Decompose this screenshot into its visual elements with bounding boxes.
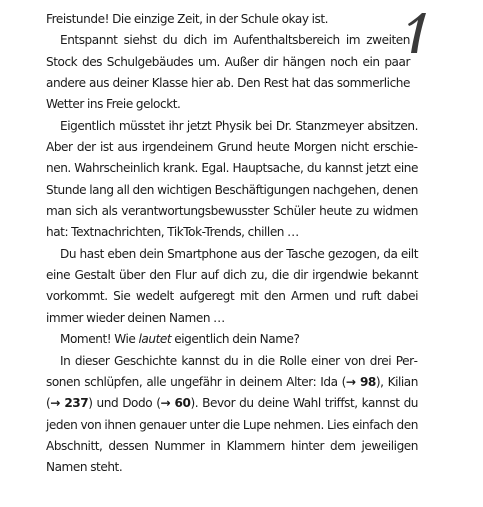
p6-text-1: In dieser Geschichte kannst du in die Rolle einer von drei Personen schlüpfen, alle ungefähr in deinem Alter: Ida ( — [46, 353, 418, 389]
paragraph-2: Entspannt siehst du dich im Aufenthaltsbereich im zweiten Stock des Schulgebäudes um. Außer dir hängen noch ein paar andere aus deiner Klasse hier ab. Den Rest hat das sommerliche Wetter ins Freie gelockt. — [46, 33, 410, 112]
ref-ida: → 98 — [345, 374, 376, 389]
p6-text-2: ), Kilian ( — [46, 374, 418, 411]
ref-kilian: → 237 — [50, 396, 89, 411]
paragraph-1: Freistunde! Die einzige Zeit, in der Schule okay ist. — [46, 12, 329, 26]
p6-text-3: ) und Dodo ( — [88, 396, 161, 411]
paragraph-5 — [46, 329, 418, 350]
p5-emphasis: lautet — [138, 332, 172, 347]
paragraph-6 — [46, 351, 418, 479]
p5-after: eigentlich dein Name? — [171, 332, 300, 347]
ref-dodo: → 60 — [160, 396, 191, 411]
p6-text-4: ). Bevor du deine Wahl triffst, kannst du jeden von ihnen genauer unter die Lupe nehmen. Lies einfach den Abschnitt, dessen Nummer in Klammern hinter dem jeweiligen Namen steht. — [46, 396, 419, 475]
paragraph-4: Du hast eben dein Smartphone aus der Tasche gezogen, da eilt eine Gestalt über den Flur auf dich zu, die dir irgendwie bekannt vorkommt. Sie wedelt aufgeregt mit den Armen und ruft dabei immer wieder deinen Namen … — [46, 246, 418, 325]
p5-before: Moment! Wie — [60, 332, 139, 347]
paragraph-3: Eigentlich müsstet ihr jetzt Physik bei Dr. Stanzmeyer absitzen. Aber der ist aus irgendeinem Grund heute Morgen nicht erschienen. Wahrscheinlich krank. Egal. Hauptsache, du kannst jetzt eine Stunde lang all den wichtigen Beschäftigungen nachgehen, denen man sich als verantwortungsbewusster Schüler heute zu widmen hat: Textnachrichten, TikTok-Trends, chillen … — [46, 118, 418, 240]
body-text — [46, 9, 418, 479]
